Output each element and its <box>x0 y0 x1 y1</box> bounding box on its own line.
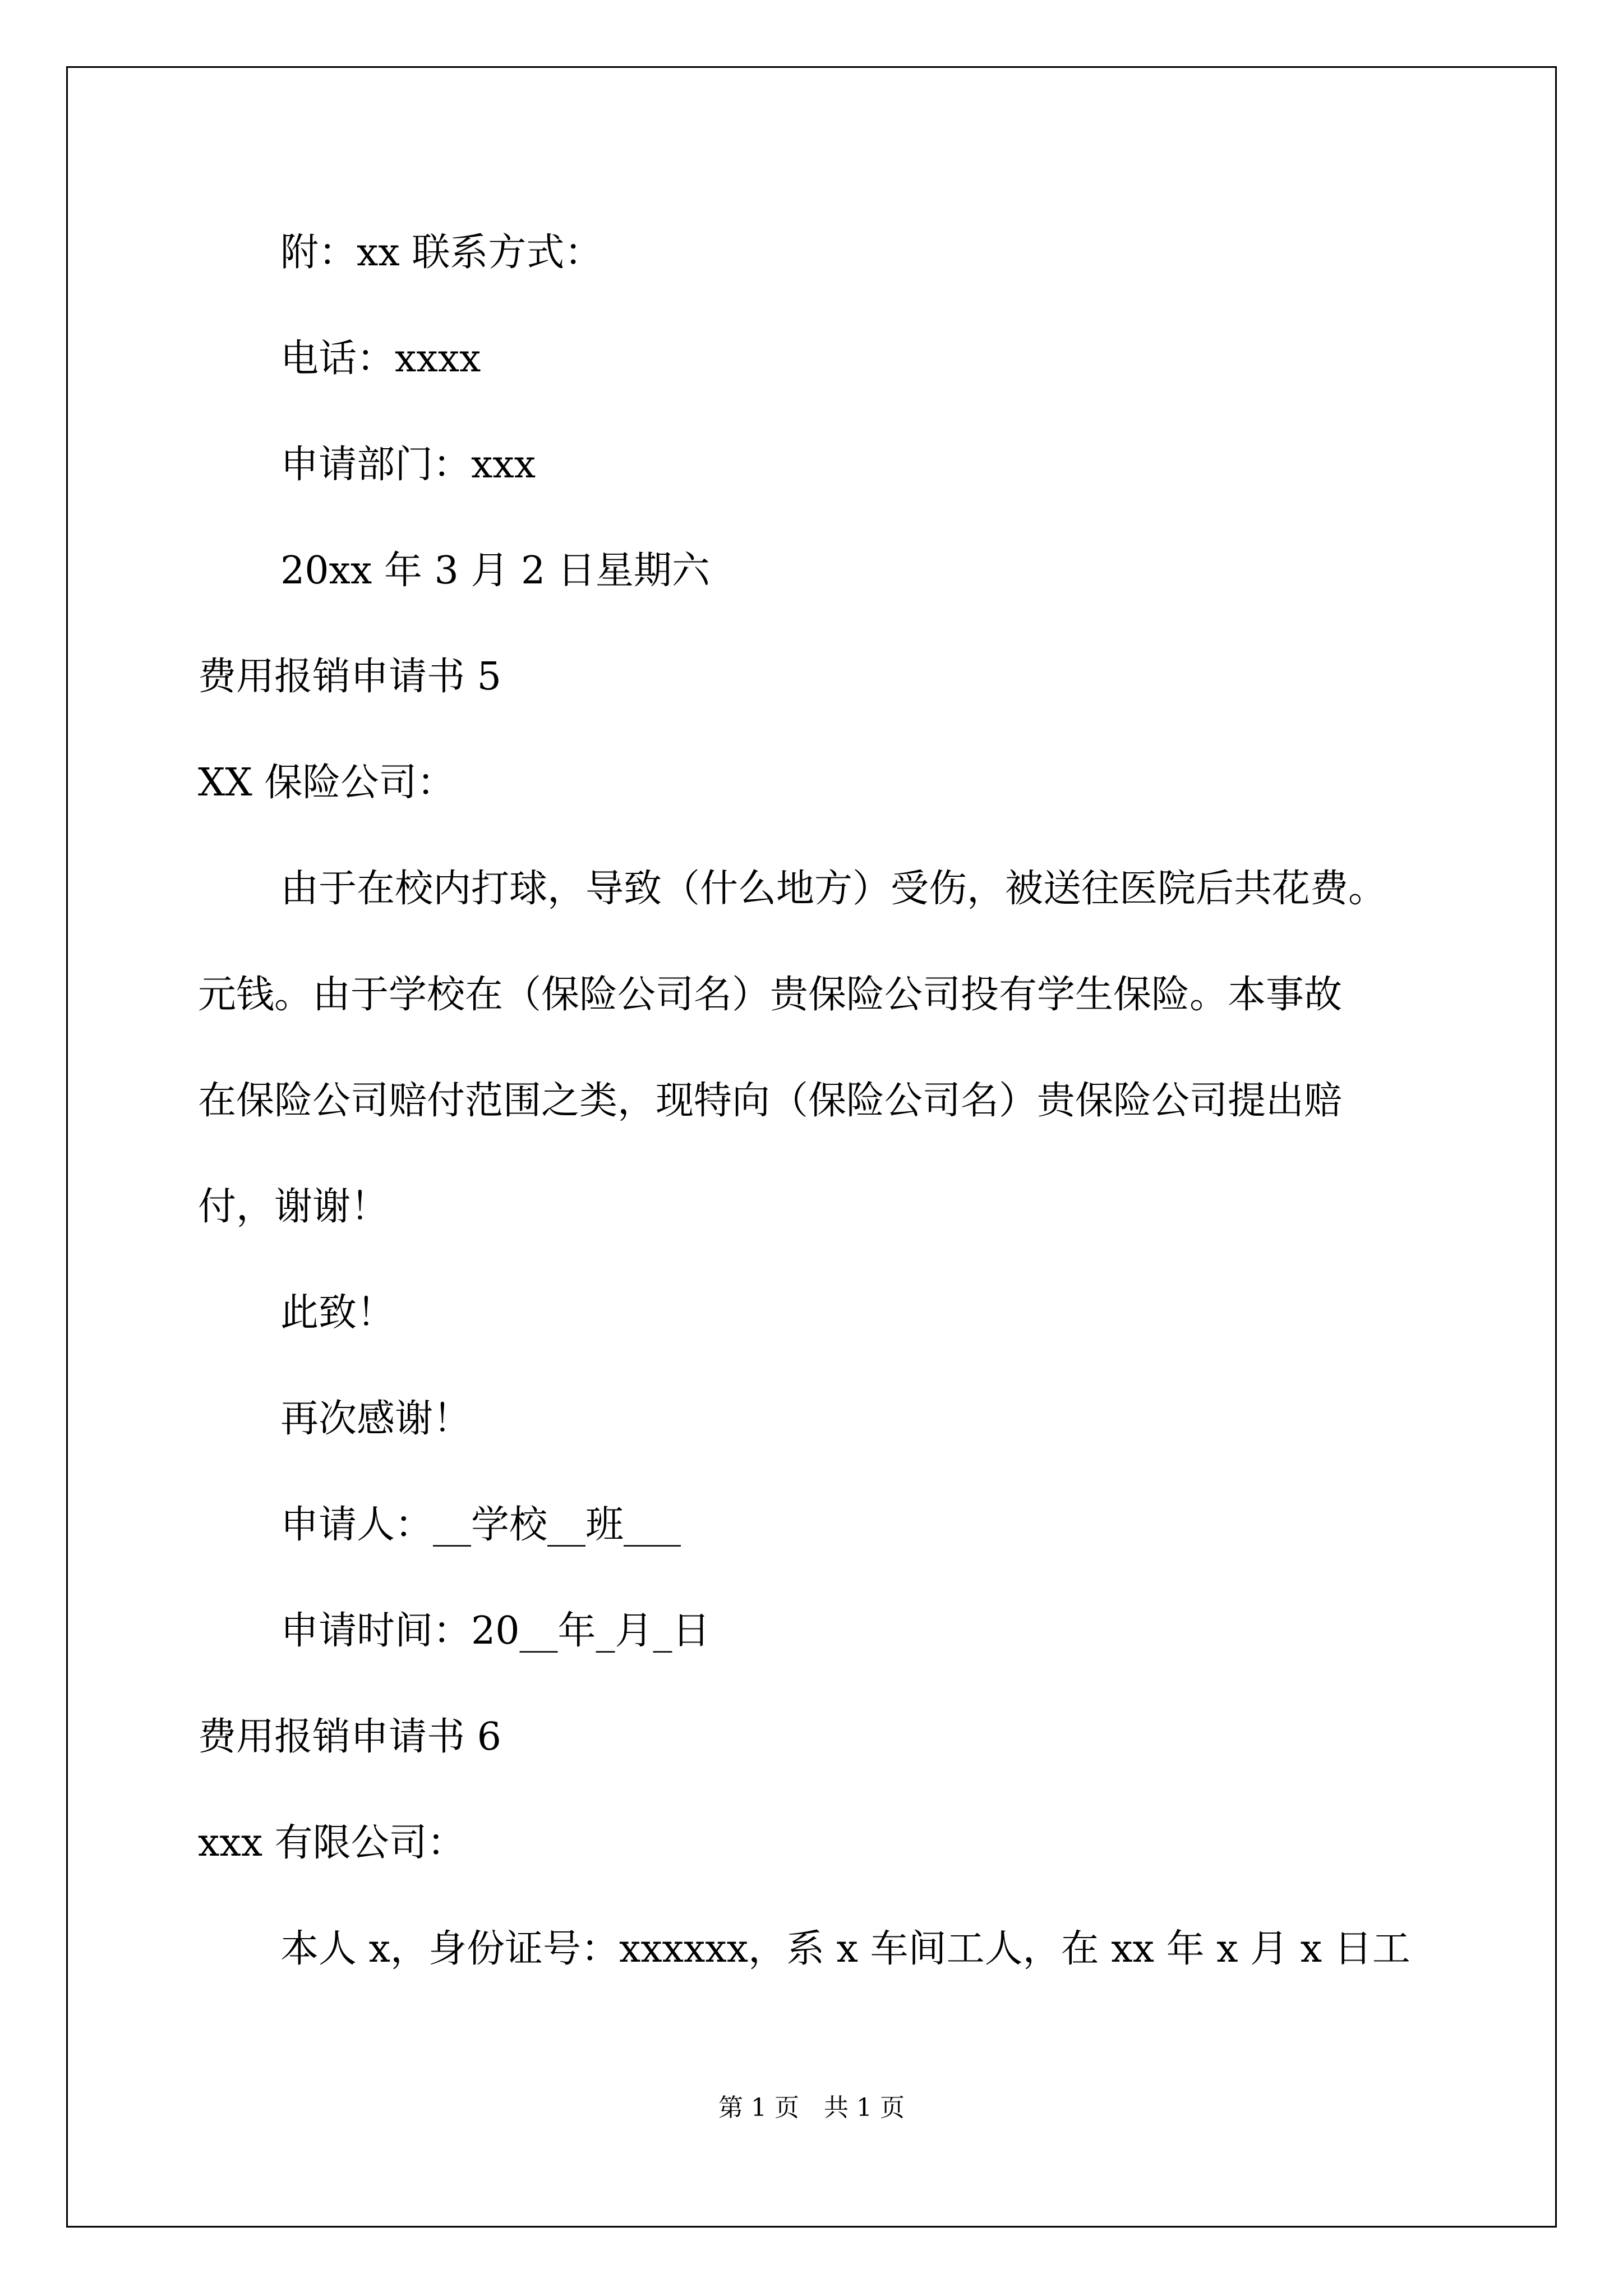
department-line: 申请部门：xxx <box>280 443 536 487</box>
section-heading-6: 费用报销申请书 6 <box>198 1715 501 1759</box>
section-heading-5: 费用报销申请书 5 <box>198 655 501 699</box>
date-line: 20xx 年 3 月 2 日星期六 <box>280 549 710 593</box>
thanks-line: 再次感谢！ <box>280 1397 472 1441</box>
salutation-company: xxx 有限公司： <box>198 1821 465 1865</box>
applicant-line: 申请人：__学校__班___ <box>280 1503 681 1547</box>
phone-line: 电话：xxxx <box>280 337 481 381</box>
body-paragraph-line-4: 付，谢谢！ <box>198 1185 389 1229</box>
closing-greeting: 此致！ <box>280 1291 395 1335</box>
page-border <box>66 66 1557 2228</box>
body-paragraph-line-1: 由于在校内打球，导致（什么地方）受伤，被送往医院后共花费。 <box>280 867 1387 911</box>
application-date-line: 申请时间：20__年_月_日 <box>280 1609 711 1653</box>
salutation-insurer: XX 保险公司： <box>198 761 455 805</box>
body-paragraph-line-2: 元钱。由于学校在（保险公司名）贵保险公司投有学生保险。本事故 <box>198 973 1343 1017</box>
attachment-contact-line: 附：xx 联系方式： <box>280 231 603 275</box>
page-footer: 第 1 页 共 1 页 <box>718 2093 905 2122</box>
body-paragraph-line-3: 在保险公司赔付范围之类，现特向（保险公司名）贵保险公司提出赔 <box>198 1079 1343 1123</box>
body-paragraph-6-line-1: 本人 x，身份证号：xxxxxx，系 x 车间工人，在 xx 年 x 月 x 日工 <box>280 1927 1410 1971</box>
